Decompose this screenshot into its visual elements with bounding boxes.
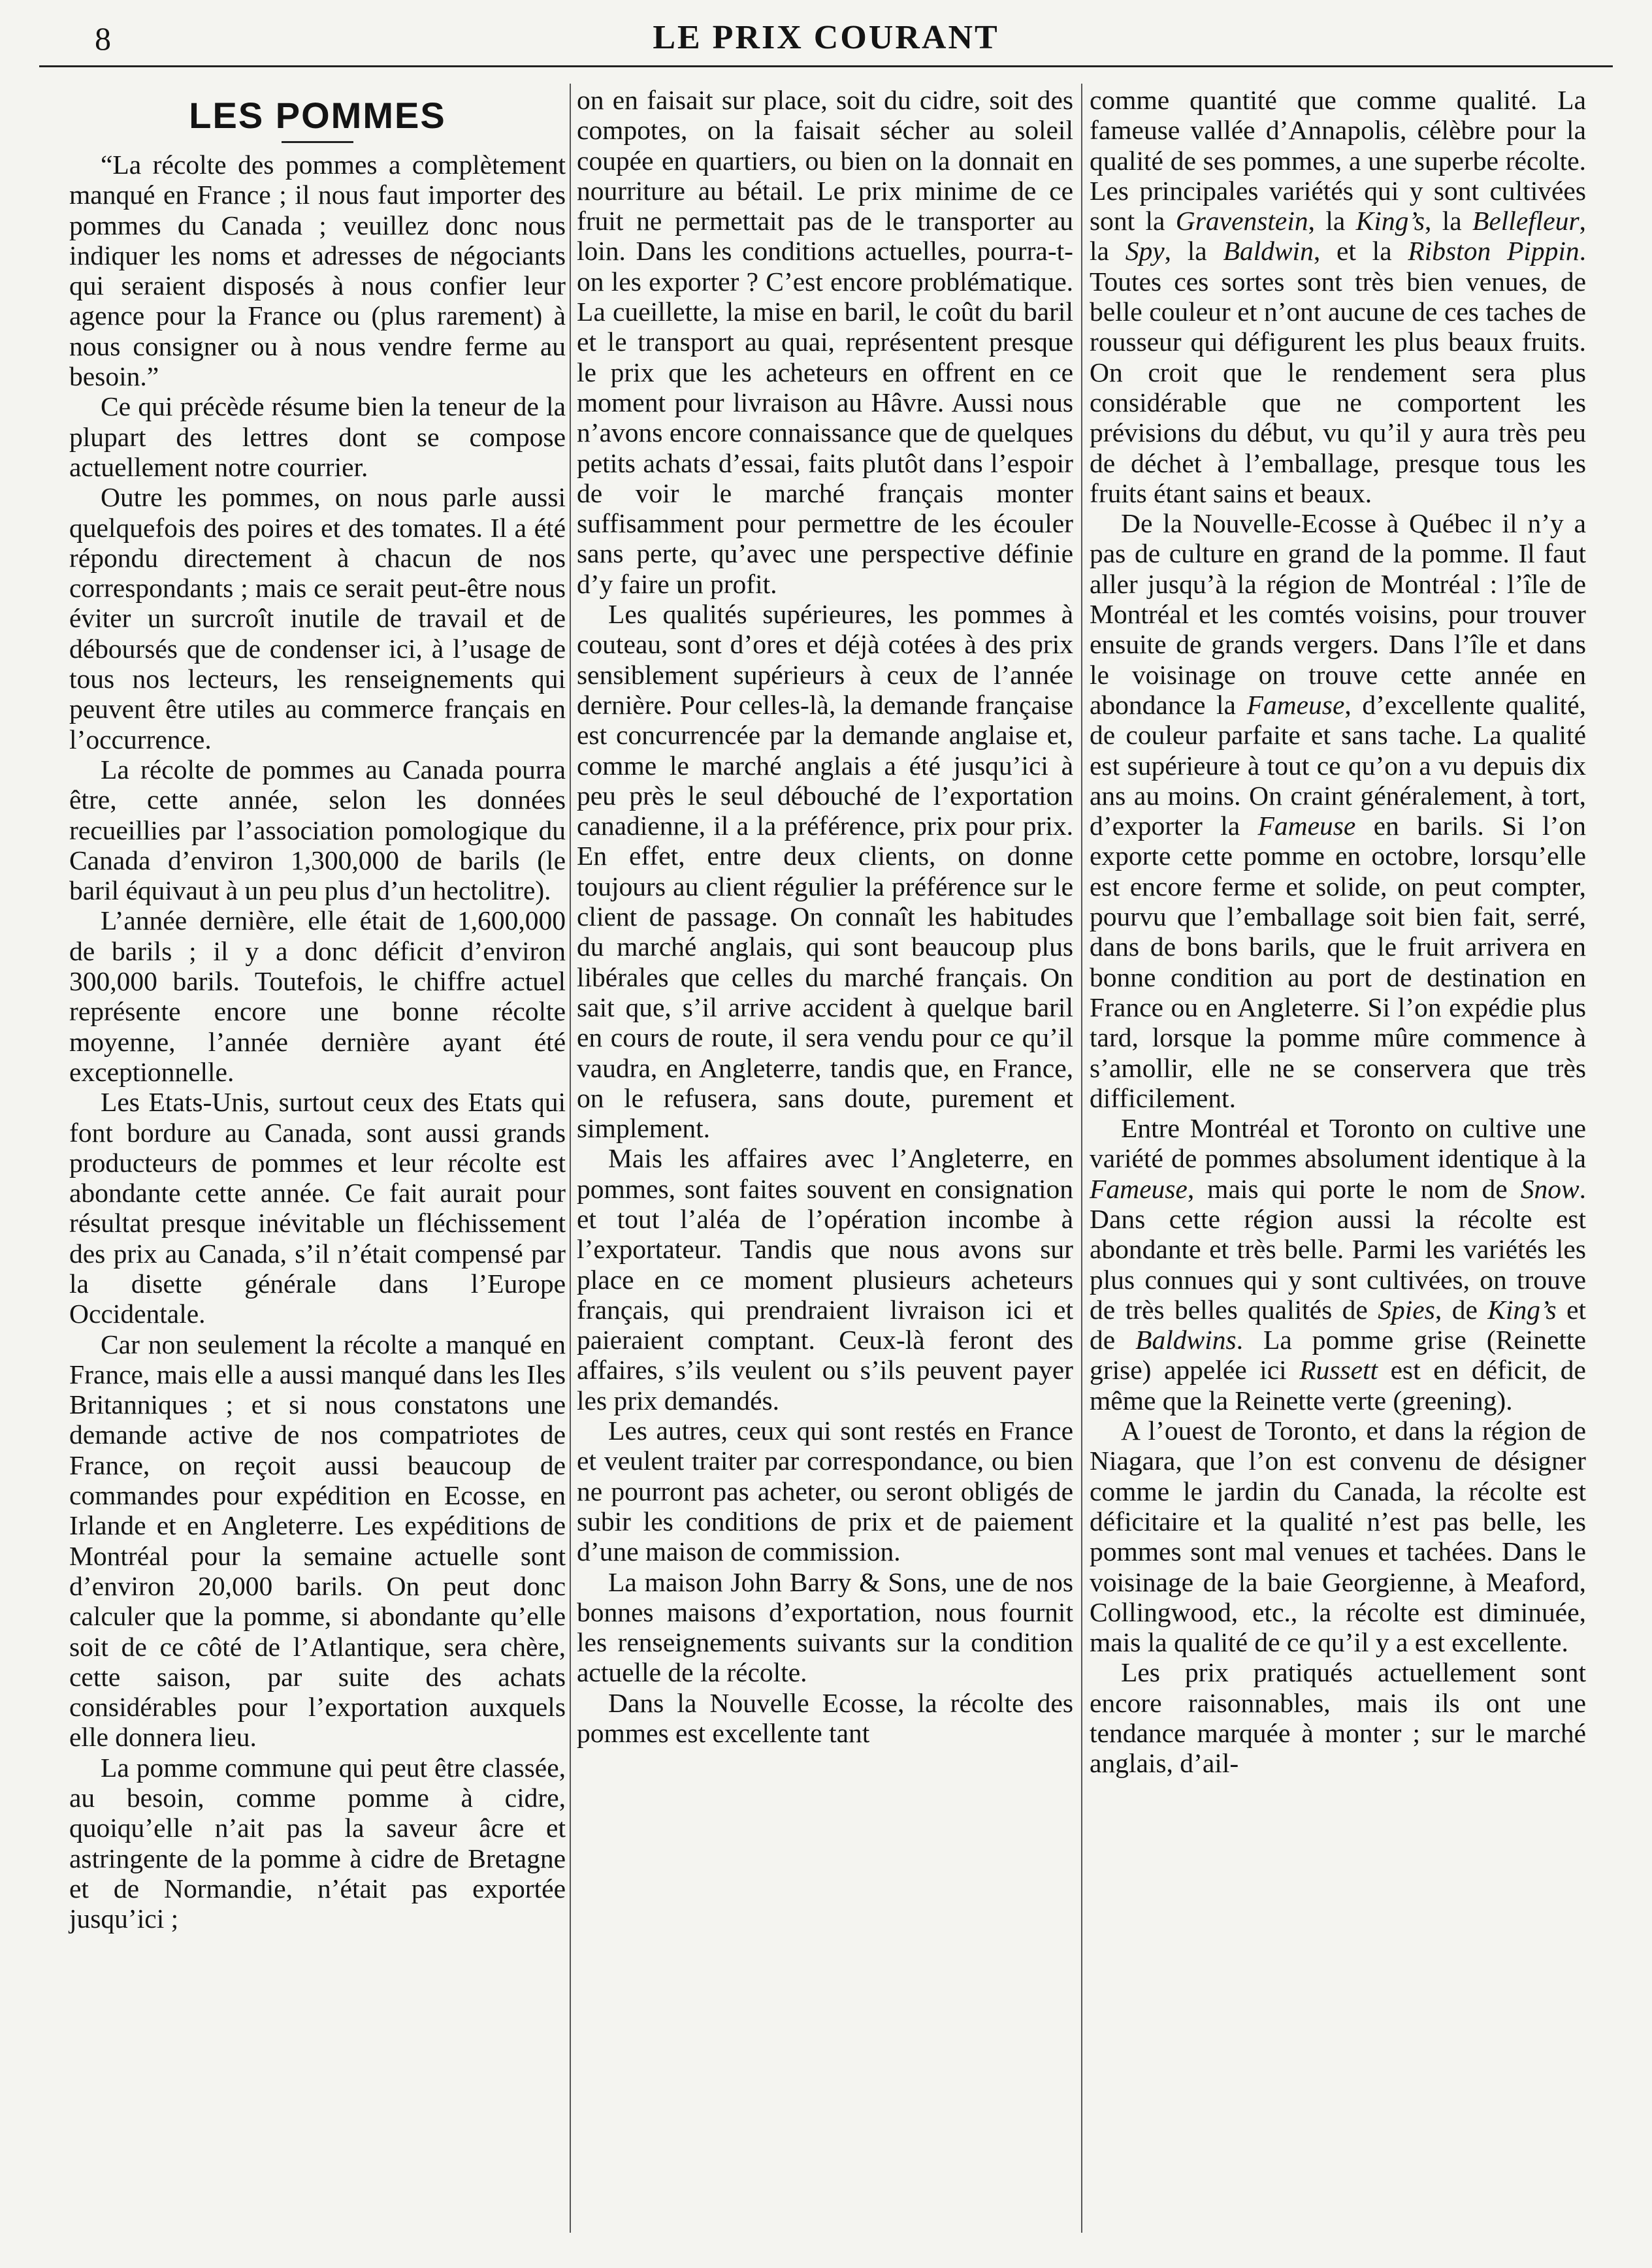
- article-title: LES POMMES: [189, 95, 446, 136]
- paragraph: La pomme commune qui peut être classée, au besoin, comme pomme à cidre, quoiqu’elle n’ait pas la saveur âcre et astringente de la pomme à cidre de Bretagne et de Normandie, n’était pas exportée jusqu’ici ;: [69, 1752, 566, 1934]
- paragraph: Les qualités supérieures, les pommes à couteau, sont d’ores et déjà cotées à des prix sensiblement supérieurs à ceux de l’année dernière. Pour celles-là, la demande française est concurrencée par la demande anglaise et, comme le marché anglais a été jusqu’ici à peu près le seul débouché de l’exportation canadienne, il a la préférence, prix pour prix. En effet, entre deux clients, on donne toujours au client régulier la préférence sur le client de passage. On connaît les habitudes du marché anglais, qui sont beaucoup plus libérales que celles du marché français. On sait que, s’il arrive accident à quelque baril en cours de route, il sera vendu pour ce qu’il vaudra, en Angleterre, tandis que, en France, on le refusera, sans doute, purement et simplement.: [577, 599, 1073, 1144]
- paragraph: Mais les affaires avec l’Angleterre, en pommes, sont faites souvent en consignation et tout l’aléa de l’opération incombe à l’exportateur. Tandis que nous avons sur place en ce moment plusieurs acheteurs français, qui prendraient livraison ici et paieraient comptant. Ceux-là feront des affaires, s’ils veulent ou s’ils peuvent payer les prix demandés.: [577, 1143, 1073, 1416]
- column-1-body: [69, 150, 566, 1934]
- paragraph: “La récolte des pommes a complètement manqué en France ; il nous faut importer des pommes du Canada ; veuillez donc nous indiquer les noms et adresses de négociants qui seraient disposés à nous confier leur agence pour la France ou (plus rarement) à nous consigner ou à nous vendre ferme au besoin.”: [69, 150, 566, 392]
- paragraph: A l’ouest de Toronto, et dans la région de Niagara, que l’on est convenu de désigner comme le jardin du Canada, la récolte est déficitaire et la qualité n’est pas belle, les pommes sont mal venues et tachées. Dans le voisinage de la baie Georgienne, à Meaford, Collingwood, etc., la récolte est diminuée, mais la qualité de ce qu’il y a est excellente.: [1090, 1416, 1586, 1658]
- paragraph: Ce qui précède résume bien la teneur de la plupart des lettres dont se compose actuellement notre courrier.: [69, 391, 566, 482]
- paragraph: Entre Montréal et Toronto on cultive une variété de pommes absolument identique à la Fameuse, mais qui porte le nom de Snow. Dans cette région aussi la récolte est abondante et très belle. Parmi les variétés les plus connues qui y sont cultivées, on trouve de très belles qualités de Spies, de King’s et de Baldwins. La pomme grise (Reinette grise) appelée ici Russett est en déficit, de même que la Reinette verte (greening).: [1090, 1113, 1587, 1416]
- running-title: LE PRIX COURANT: [653, 19, 999, 56]
- column-1: [69, 85, 566, 1934]
- column-rule: [1081, 84, 1082, 2233]
- paragraph: Les autres, ceux qui sont restés en France et veulent traiter par correspondance, ou bien ne pourront pas acheter, ou seront obligés de subir les conditions de prix et de paiement d’une maison de commission.: [577, 1416, 1073, 1567]
- paragraph: Outre les pommes, on nous parle aussi quelquefois des poires et des tomates. Il a été répondu directement à chacun de nos correspondants ; mais ce serait peut-être nous éviter un surcroît inutile de travail et de déboursés que de condenser ici, à l’usage de tous nos lecteurs, les renseignements qui peuvent être utiles au commerce français en l’occurrence.: [69, 482, 566, 754]
- column-2: [577, 85, 1073, 1748]
- paragraph: La récolte de pommes au Canada pourra être, cette année, selon les données recueillies par l’association pomologique du Canada d’environ 1,300,000 de barils (le baril équivaut à un peu plus d’un hectolitre).: [69, 754, 566, 906]
- paragraph: Les prix pratiqués actuellement sont encore raisonnables, mais ils ont une tendance marquée à monter ; sur le marché anglais, d’ail-: [1090, 1657, 1586, 1779]
- paragraph: Les Etats-Unis, surtout ceux des Etats qui font bordure au Canada, sont aussi grands producteurs de pommes et leur récolte est abondante cette année. Ce fait aurait pour résultat presque inévitable un fléchissement des prix au Canada, s’il n’était compensé par la disette générale dans l’Europe Occidentale.: [69, 1087, 566, 1329]
- paragraph: L’année dernière, elle était de 1,600,000 de barils ; il y a donc déficit d’environ 300,000 barils. Toutefois, le chiffre actuel représente encore une bonne récolte moyenne, l’année dernière ayant été exceptionnelle.: [69, 905, 566, 1087]
- paragraph: comme quantité que comme qualité. La fameuse vallée d’Annapolis, célèbre pour la qualité de ses pommes, a une superbe récolte. Les principales variétés qui y sont cultivées sont la Gravenstein, la King’s, la Bellefleur, la Spy, la Baldwin, et la Ribston Pippin. Toutes ces sortes sont très bien venues, de belle couleur et n’ont aucune de ces taches de rousseur qui défigurent les plus beaux fruits. On croit que le rendement sera plus considérable que ne comportent les prévisions du début, vu qu’il y aura très peu de déchet à l’emballage, presque tous les fruits étant sains et beaux.: [1090, 85, 1586, 508]
- column-3: [1090, 85, 1586, 1779]
- paragraph: La maison John Barry & Sons, une de nos bonnes maisons d’exportation, nous fournit les renseignements suivants sur la condition actuelle de la récolte.: [577, 1566, 1073, 1688]
- paragraph: De la Nouvelle-Ecosse à Québec il n’y a pas de culture en grand de la pomme. Il faut aller jusqu’à la région de Montréal : l’île de Montréal et les comtés voisins, pour trouver ensuite de grands vergers. Dans l’île et dans le voisinage on trouve cette année en abondance la Fameuse, d’excellente qualité, de couleur parfaite et sans tache. La qualité est supérieure à tout ce qu’on a vu depuis dix ans au moins. On craint généralement, à tort, d’exporter la Fameuse en barils. Si l’on exporte cette pomme en octobre, lorsqu’elle est encore ferme et solide, on peut compter, pourvu que l’emballage soit bien fait, serré, dans de bons barils, que le fruit arrivera en bonne condition au port de destination en France ou en Angleterre. Si l’on expédie plus tard, lorsque la pomme mûre commence à s’amollir, elle ne se conservera que très difficilement.: [1090, 508, 1586, 1113]
- column-rule: [570, 84, 571, 2233]
- title-rule: [282, 141, 353, 143]
- paragraph: Dans la Nouvelle Ecosse, la récolte des pommes est excellente tant: [577, 1687, 1073, 1749]
- column-2-body: [577, 85, 1073, 1748]
- column-3-body: [1090, 85, 1586, 1779]
- paragraph: on en faisait sur place, soit du cidre, soit des compotes, on la faisait sécher au soleil coupée en quartiers, ou bien on la donnait en nourriture au bétail. Le prix minime de ce fruit ne permettait pas de le transporter au loin. Dans les conditions actuelles, pourra-t-on les exporter ? C’est encore problématique. La cueillette, la mise en baril, le coût du baril et le transport au quai, représentent presque le prix que les acheteurs en offrent en ce moment pour livraison au Hâvre. Aussi nous n’avons encore connaissance que de quelques petits achats d’essai, faits plutôt dans l’espoir de voir le marché français monter suffisamment pour permettre de les écouler sans perte, qu’avec une perspective définie d’y faire un profit.: [577, 85, 1073, 599]
- page-number: 8: [95, 20, 111, 57]
- page-header: [39, 13, 1613, 67]
- paragraph: Car non seulement la récolte a manqué en France, mais elle a aussi manqué dans les Iles Britanniques ; et si nous constatons une demande active de nos compatriotes de France, on reçoit aussi beaucoup de commandes pour expédition en Ecosse, en Irlande et en Angleterre. Les expéditions de Montréal pour la semaine actuelle sont d’environ 20,000 barils. On peut donc calculer que la pomme, si abondante qu’elle soit de ce côté de l’Atlantique, sera chère, cette saison, par suite des achats considérables pour l’exportation auxquels elle donnera lieu.: [69, 1329, 566, 1753]
